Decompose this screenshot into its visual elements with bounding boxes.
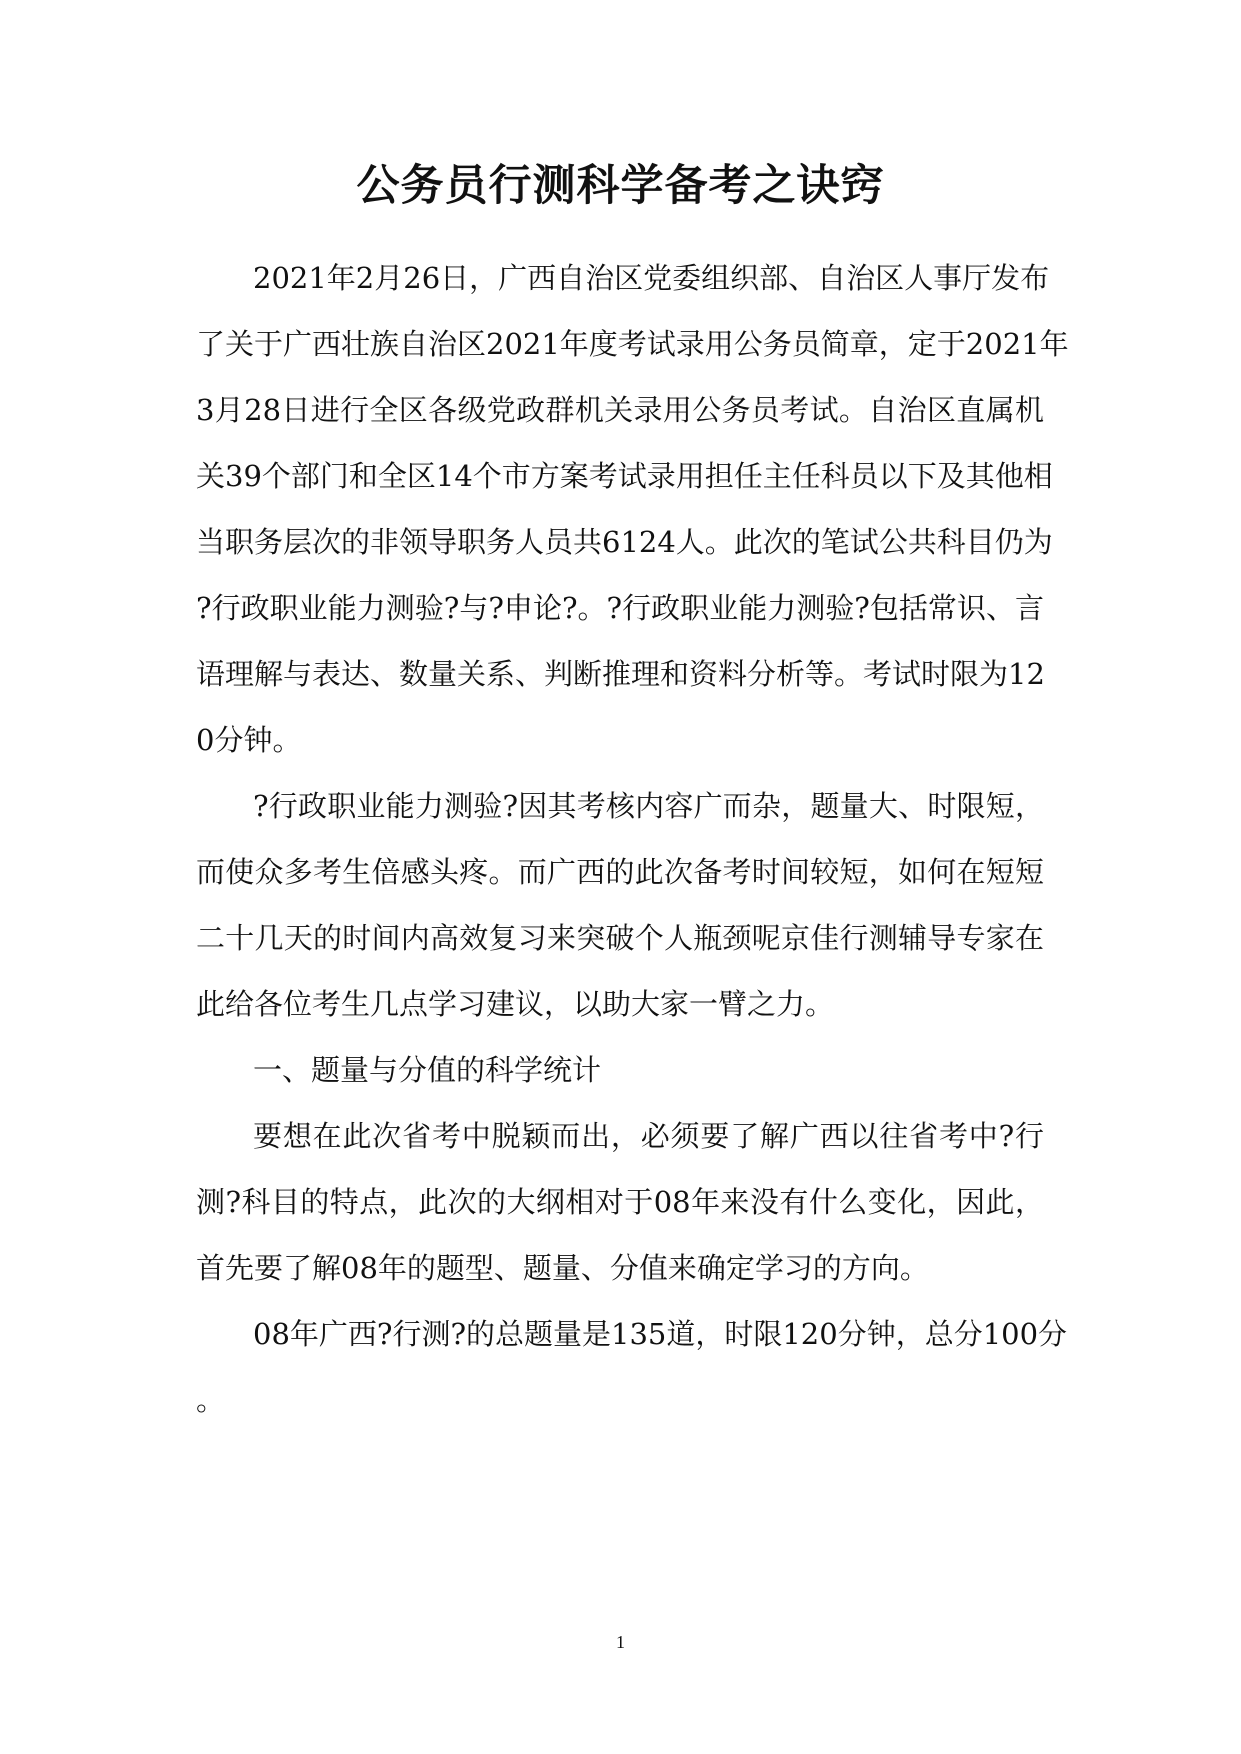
paragraph-2-line-4: 此给各位考生几点学习建议，以助大家一臂之力。	[196, 987, 835, 1021]
paragraph-1-line-1: 2021年2月26日，广西自治区党委组织部、自治区人事厅发布	[253, 261, 1050, 295]
paragraph-2-line-3: 二十几天的时间内高效复习来突破个人瓶颈呢京佳行测辅导专家在	[196, 921, 1044, 955]
page-number: 1	[616, 1632, 625, 1652]
paragraph-1-line-8: 0分钟。	[196, 723, 302, 757]
section-heading: 一、题量与分值的科学统计	[253, 1053, 602, 1087]
paragraph-4-line-2: 。	[196, 1383, 226, 1417]
paragraph-1-line-7: 语理解与表达、数量关系、判断推理和资料分析等。考试时限为12	[196, 657, 1045, 691]
paragraph-1-line-6: ?行政职业能力测验?与?申论?。?行政职业能力测验?包括常识、言	[196, 591, 1044, 625]
paragraph-3-line-3: 首先要了解08年的题型、题量、分值来确定学习的方向。	[196, 1251, 929, 1285]
paragraph-3-line-1: 要想在此次省考中脱颖而出，必须要了解广西以往省考中?行	[253, 1119, 1044, 1153]
document-title: 公务员行测科学备考之诀窍	[356, 161, 885, 211]
paragraph-1-line-2: 了关于广西壮族自治区2021年度考试录用公务员简章，定于2021年	[196, 327, 1069, 361]
paragraph-2-line-1: ?行政职业能力测验?因其考核内容广而杂，题量大、时限短，	[253, 789, 1044, 823]
paragraph-3-line-2: 测?科目的特点，此次的大纲相对于08年来没有什么变化，因此，	[196, 1185, 1044, 1219]
paragraph-2-line-2: 而使众多考生倍感头疼。而广西的此次备考时间较短，如何在短短	[196, 855, 1044, 889]
paragraph-1-line-3: 3月28日进行全区各级党政群机关录用公务员考试。自治区直属机	[196, 393, 1044, 427]
paragraph-4-line-1: 08年广西?行测?的总题量是135道，时限120分钟，总分100分	[253, 1317, 1068, 1351]
paragraph-1-line-4: 关39个部门和全区14个市方案考试录用担任主任科员以下及其他相	[196, 459, 1053, 493]
paragraph-1-line-5: 当职务层次的非领导职务人员共6124人。此次的笔试公共科目仍为	[196, 525, 1053, 559]
